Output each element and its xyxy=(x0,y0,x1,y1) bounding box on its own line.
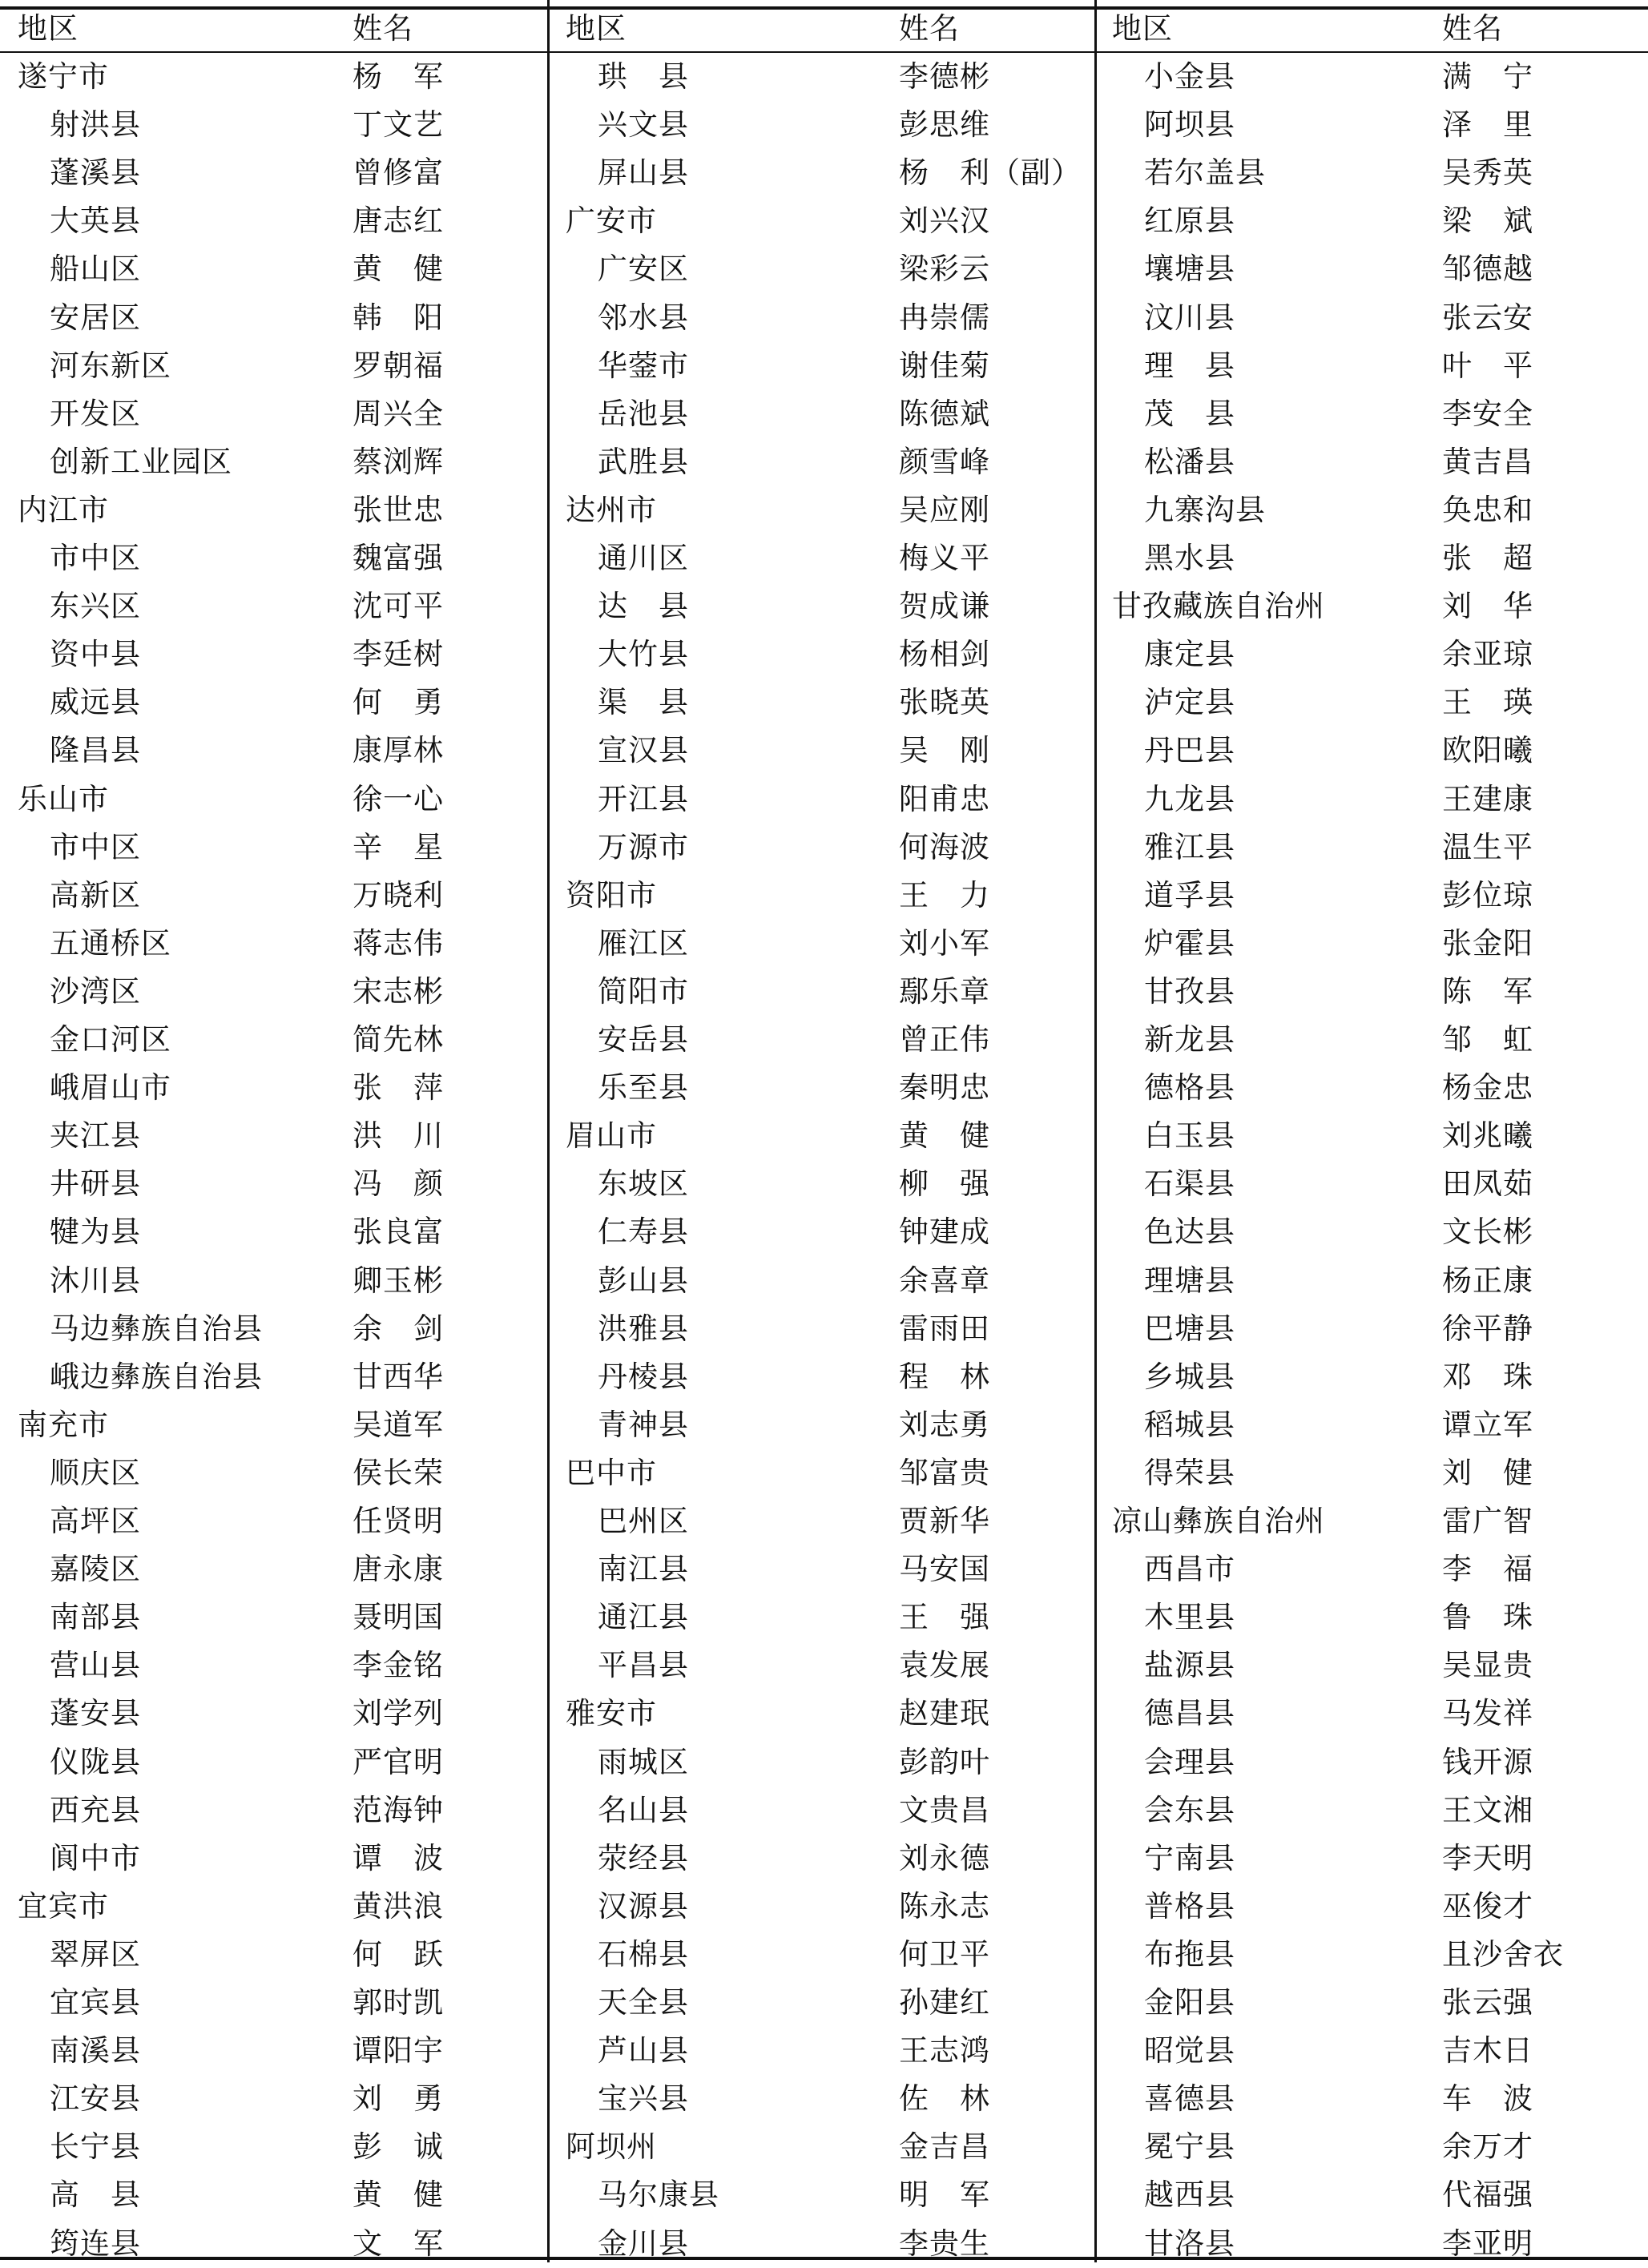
name-cell: 张云安 xyxy=(1442,300,1533,335)
name-cell: 王 强 xyxy=(899,1600,990,1634)
region-cell: 营山县 xyxy=(50,1648,141,1682)
region-cell: 稻城县 xyxy=(1144,1408,1235,1442)
region-cell: 南江县 xyxy=(598,1552,689,1586)
name-cell: 文长彬 xyxy=(1442,1215,1533,1249)
region-cell: 市中区 xyxy=(50,830,141,864)
region-cell: 得荣县 xyxy=(1144,1456,1235,1490)
name-cell: 泽 里 xyxy=(1442,107,1533,142)
name-cell: 刘小军 xyxy=(899,926,990,961)
name-cell: 钟建成 xyxy=(899,1215,990,1249)
name-cell: 何 勇 xyxy=(353,685,444,719)
name-cell: 邹富贵 xyxy=(899,1456,990,1490)
name-cell: 王 瑛 xyxy=(1442,685,1533,719)
region-cell: 南溪县 xyxy=(50,2033,141,2068)
region-cell: 开发区 xyxy=(50,397,141,431)
region-cell: 高 县 xyxy=(50,2177,141,2212)
name-cell: 何海波 xyxy=(899,830,990,864)
region-cell: 宜宾县 xyxy=(50,1985,141,2020)
name-cell: 冯 颜 xyxy=(353,1166,444,1201)
region-cell: 天全县 xyxy=(598,1985,689,2020)
region-cell: 名山县 xyxy=(598,1793,689,1827)
region-cell: 威远县 xyxy=(50,685,141,719)
name-cell: 郭时凯 xyxy=(353,1985,444,2020)
region-cell: 雨城区 xyxy=(598,1745,689,1779)
name-cell: 田凤茹 xyxy=(1442,1166,1533,1201)
name-cell: 邓 珠 xyxy=(1442,1360,1533,1394)
region-cell: 布拖县 xyxy=(1144,1937,1235,1972)
name-cell: 代福强 xyxy=(1442,2177,1533,2212)
region-cell: 达 县 xyxy=(598,589,689,623)
name-cell: 温生平 xyxy=(1442,830,1533,864)
name-cell: 徐平静 xyxy=(1442,1311,1533,1346)
region-cell: 屏山县 xyxy=(598,155,689,190)
name-cell: 侯长荣 xyxy=(353,1456,444,1490)
region-cell: 高新区 xyxy=(50,878,141,912)
region-cell: 汉源县 xyxy=(598,1889,689,1924)
name-cell: 张世忠 xyxy=(353,493,444,527)
name-cell: 唐志红 xyxy=(353,203,444,238)
region-cell: 五通桥区 xyxy=(50,926,171,961)
name-cell: 颜雪峰 xyxy=(899,445,990,479)
name-cell: 程 林 xyxy=(899,1360,990,1394)
name-cell: 谢佳菊 xyxy=(899,348,990,383)
region-cell: 石棉县 xyxy=(598,1937,689,1972)
name-cell: 严官明 xyxy=(353,1745,444,1779)
name-cell: 罗朝福 xyxy=(353,348,444,383)
name-cell: 秦明忠 xyxy=(899,1070,990,1105)
region-cell: 凉山彝族自治州 xyxy=(1112,1504,1325,1538)
region-cell: 南部县 xyxy=(50,1600,141,1634)
region-cell: 甘孜藏族自治州 xyxy=(1112,589,1325,623)
column-divider-1 xyxy=(547,0,550,2262)
name-cell: 佐 林 xyxy=(899,2081,990,2116)
region-cell: 船山区 xyxy=(50,252,141,286)
region-cell: 雅江县 xyxy=(1144,830,1235,864)
region-cell: 内江市 xyxy=(18,493,109,527)
region-cell: 白玉县 xyxy=(1144,1118,1235,1153)
region-cell: 若尔盖县 xyxy=(1144,155,1266,190)
region-cell: 乐至县 xyxy=(598,1070,689,1105)
region-cell: 顺庆区 xyxy=(50,1456,141,1490)
table-bottom-rule xyxy=(0,2257,1648,2260)
region-cell: 沐川县 xyxy=(50,1263,141,1298)
region-cell: 简阳市 xyxy=(598,974,689,1009)
name-cell: 韩 阳 xyxy=(353,300,444,335)
name-cell: 刘志勇 xyxy=(899,1408,990,1442)
region-cell: 广安区 xyxy=(598,252,689,286)
region-cell: 井研县 xyxy=(50,1166,141,1201)
region-cell: 盐源县 xyxy=(1144,1648,1235,1682)
header-region: 地区 xyxy=(18,11,79,46)
region-cell: 新龙县 xyxy=(1144,1022,1235,1057)
region-cell: 峨眉山市 xyxy=(50,1070,171,1105)
name-cell: 刘 勇 xyxy=(353,2081,444,2116)
region-cell: 筠连县 xyxy=(50,2226,141,2261)
region-cell: 德格县 xyxy=(1144,1070,1235,1105)
region-cell: 兴文县 xyxy=(598,107,689,142)
name-cell: 刘永德 xyxy=(899,1841,990,1875)
name-cell: 钱开源 xyxy=(1442,1745,1533,1779)
region-cell: 彭山县 xyxy=(598,1263,689,1298)
region-cell: 德昌县 xyxy=(1144,1696,1235,1730)
region-cell: 丹巴县 xyxy=(1144,733,1235,767)
region-cell: 理 县 xyxy=(1144,348,1235,383)
region-cell: 万源市 xyxy=(598,830,689,864)
region-cell: 武胜县 xyxy=(598,445,689,479)
name-cell: 张良富 xyxy=(353,1215,444,1249)
name-cell: 李安全 xyxy=(1442,397,1533,431)
name-cell: 刘 健 xyxy=(1442,1456,1533,1490)
region-cell: 洪雅县 xyxy=(598,1311,689,1346)
region-cell: 河东新区 xyxy=(50,348,171,383)
region-cell: 广安市 xyxy=(566,203,657,238)
region-cell: 平昌县 xyxy=(598,1648,689,1682)
name-cell: 刘兴汉 xyxy=(899,203,990,238)
name-cell: 吴 刚 xyxy=(899,733,990,767)
name-cell: 甘西华 xyxy=(353,1360,444,1394)
region-cell: 巴州区 xyxy=(598,1504,689,1538)
region-cell: 芦山县 xyxy=(598,2033,689,2068)
region-cell: 渠 县 xyxy=(598,685,689,719)
name-cell: 杨正康 xyxy=(1442,1263,1533,1298)
name-cell: 宋志彬 xyxy=(353,974,444,1009)
name-cell: 王志鸿 xyxy=(899,2033,990,2068)
name-cell: 张晓英 xyxy=(899,685,990,719)
name-cell: 周兴全 xyxy=(353,397,444,431)
name-cell: 吴秀英 xyxy=(1442,155,1533,190)
region-cell: 通江县 xyxy=(598,1600,689,1634)
header-region: 地区 xyxy=(566,11,627,46)
region-cell: 眉山市 xyxy=(566,1118,657,1153)
region-cell: 江安县 xyxy=(50,2081,141,2116)
name-cell: 贺成谦 xyxy=(899,589,990,623)
name-cell: 吴道军 xyxy=(353,1408,444,1442)
region-cell: 西昌市 xyxy=(1144,1552,1235,1586)
name-cell: 金吉昌 xyxy=(899,2129,990,2164)
region-cell: 宁南县 xyxy=(1144,1841,1235,1875)
header-name: 姓名 xyxy=(353,11,413,46)
name-cell: 陈 军 xyxy=(1442,974,1533,1009)
name-cell: 冉崇儒 xyxy=(899,300,990,335)
region-cell: 犍为县 xyxy=(50,1215,141,1249)
region-cell: 甘孜县 xyxy=(1144,974,1235,1009)
region-cell: 甘洛县 xyxy=(1144,2226,1235,2261)
name-cell: 余万才 xyxy=(1442,2129,1533,2164)
name-cell: 李天明 xyxy=(1442,1841,1533,1875)
region-cell: 会东县 xyxy=(1144,1793,1235,1827)
region-cell: 乡城县 xyxy=(1144,1360,1235,1394)
region-cell: 青神县 xyxy=(598,1408,689,1442)
name-cell: 吴应刚 xyxy=(899,493,990,527)
name-cell: 黄洪浪 xyxy=(353,1889,444,1924)
name-cell: 李亚明 xyxy=(1442,2226,1533,2261)
region-cell: 色达县 xyxy=(1144,1215,1235,1249)
name-cell: 余亚琼 xyxy=(1442,637,1533,671)
region-cell: 夹江县 xyxy=(50,1118,141,1153)
region-cell: 阿坝县 xyxy=(1144,107,1235,142)
name-cell: 彭韵叶 xyxy=(899,1745,990,1779)
name-cell: 杨相剑 xyxy=(899,637,990,671)
region-cell: 隆昌县 xyxy=(50,733,141,767)
name-cell: 赵建珉 xyxy=(899,1696,990,1730)
name-cell: 梁彩云 xyxy=(899,252,990,286)
name-cell: 鄢乐章 xyxy=(899,974,990,1009)
region-cell: 岳池县 xyxy=(598,397,689,431)
region-cell: 金川县 xyxy=(598,2226,689,2261)
name-cell: 满 宁 xyxy=(1442,59,1533,94)
region-cell: 金阳县 xyxy=(1144,1985,1235,2020)
name-cell: 张 超 xyxy=(1442,541,1533,575)
region-cell: 壤塘县 xyxy=(1144,252,1235,286)
region-cell: 巴塘县 xyxy=(1144,1311,1235,1346)
region-cell: 越西县 xyxy=(1144,2177,1235,2212)
table-top-rule xyxy=(0,6,1648,10)
region-cell: 阿坝州 xyxy=(566,2129,657,2164)
name-cell: 吉木日 xyxy=(1442,2033,1533,2068)
name-cell: 聂明国 xyxy=(353,1600,444,1634)
name-cell: 李贵生 xyxy=(899,2226,990,2261)
name-cell: 余 剑 xyxy=(353,1311,444,1346)
region-cell: 资中县 xyxy=(50,637,141,671)
name-cell: 彭位琼 xyxy=(1442,878,1533,912)
name-cell: 欧阳曦 xyxy=(1442,733,1533,767)
region-cell: 九龙县 xyxy=(1144,782,1235,816)
name-cell: 曾修富 xyxy=(353,155,444,190)
region-cell: 南充市 xyxy=(18,1408,109,1442)
name-cell: 雷广智 xyxy=(1442,1504,1533,1538)
name-cell: 张云强 xyxy=(1442,1985,1533,2020)
name-cell: 马发祥 xyxy=(1442,1696,1533,1730)
name-cell: 吴显贵 xyxy=(1442,1648,1533,1682)
region-cell: 嘉陵区 xyxy=(50,1552,141,1586)
region-cell: 康定县 xyxy=(1144,637,1235,671)
region-cell: 宝兴县 xyxy=(598,2081,689,2116)
name-cell: 张金阳 xyxy=(1442,926,1533,961)
region-cell: 达州市 xyxy=(566,493,657,527)
region-cell: 东坡区 xyxy=(598,1166,689,1201)
name-cell: 黄 健 xyxy=(353,252,444,286)
region-cell: 小金县 xyxy=(1144,59,1235,94)
region-cell: 仁寿县 xyxy=(598,1215,689,1249)
region-cell: 翠屏区 xyxy=(50,1937,141,1972)
name-cell: 雷雨田 xyxy=(899,1311,990,1346)
region-cell: 安居区 xyxy=(50,300,141,335)
name-cell: 奂忠和 xyxy=(1442,493,1533,527)
region-cell: 九寨沟县 xyxy=(1144,493,1266,527)
region-cell: 普格县 xyxy=(1144,1889,1235,1924)
name-cell: 李廷树 xyxy=(353,637,444,671)
name-cell: 黄吉昌 xyxy=(1442,445,1533,479)
region-cell: 开江县 xyxy=(598,782,689,816)
region-cell: 马边彝族自治县 xyxy=(50,1311,263,1346)
region-cell: 金口河区 xyxy=(50,1022,171,1057)
region-cell: 松潘县 xyxy=(1144,445,1235,479)
region-cell: 仪陇县 xyxy=(50,1745,141,1779)
name-cell: 阳甫忠 xyxy=(899,782,990,816)
region-cell: 会理县 xyxy=(1144,1745,1235,1779)
region-cell: 道孚县 xyxy=(1144,878,1235,912)
name-cell: 刘 华 xyxy=(1442,589,1533,623)
region-cell: 黑水县 xyxy=(1144,541,1235,575)
region-cell: 冕宁县 xyxy=(1144,2129,1235,2164)
name-cell: 丁文艺 xyxy=(353,107,444,142)
header-name: 姓名 xyxy=(899,11,960,46)
name-cell: 文 军 xyxy=(353,2226,444,2261)
name-cell: 且沙舍衣 xyxy=(1442,1937,1564,1972)
name-cell: 叶 平 xyxy=(1442,348,1533,383)
name-cell: 文贵昌 xyxy=(899,1793,990,1827)
name-cell: 邹德越 xyxy=(1442,252,1533,286)
region-cell: 蓬溪县 xyxy=(50,155,141,190)
region-cell: 华蓥市 xyxy=(598,348,689,383)
region-cell: 茂 县 xyxy=(1144,397,1235,431)
name-cell: 王 力 xyxy=(899,878,990,912)
name-cell: 贾新华 xyxy=(899,1504,990,1538)
name-cell: 任贤明 xyxy=(353,1504,444,1538)
region-cell: 乐山市 xyxy=(18,782,109,816)
header-region: 地区 xyxy=(1112,11,1173,46)
region-cell: 大英县 xyxy=(50,203,141,238)
region-cell: 红原县 xyxy=(1144,203,1235,238)
region-cell: 蓬安县 xyxy=(50,1696,141,1730)
region-cell: 创新工业园区 xyxy=(50,445,232,479)
name-cell: 梁 斌 xyxy=(1442,203,1533,238)
name-cell: 刘兆曦 xyxy=(1442,1118,1533,1153)
name-cell: 谭阳宇 xyxy=(353,2033,444,2068)
name-cell: 车 波 xyxy=(1442,2081,1533,2116)
name-cell: 陈德斌 xyxy=(899,397,990,431)
name-cell: 徐一心 xyxy=(353,782,444,816)
name-cell: 万晓利 xyxy=(353,878,444,912)
name-cell: 彭 诚 xyxy=(353,2129,444,2164)
header-name: 姓名 xyxy=(1442,11,1503,46)
region-cell: 大竹县 xyxy=(598,637,689,671)
name-cell: 简先林 xyxy=(353,1022,444,1057)
region-cell: 长宁县 xyxy=(50,2129,141,2164)
region-cell: 昭觉县 xyxy=(1144,2033,1235,2068)
header-rule xyxy=(0,51,1648,53)
region-cell: 宜宾市 xyxy=(18,1889,109,1924)
name-cell: 杨 军 xyxy=(353,59,444,94)
name-cell: 沈可平 xyxy=(353,589,444,623)
region-cell: 通川区 xyxy=(598,541,689,575)
region-cell: 安岳县 xyxy=(598,1022,689,1057)
name-cell: 唐永康 xyxy=(353,1552,444,1586)
region-cell: 巴中市 xyxy=(566,1456,657,1490)
name-cell: 明 军 xyxy=(899,2177,990,2212)
name-cell: 蔡浏辉 xyxy=(353,445,444,479)
region-cell: 石渠县 xyxy=(1144,1166,1235,1201)
name-cell: 李德彬 xyxy=(899,59,990,94)
name-cell: 洪 川 xyxy=(353,1118,444,1153)
region-cell: 东兴区 xyxy=(50,589,141,623)
name-cell: 袁发展 xyxy=(899,1648,990,1682)
region-cell: 汶川县 xyxy=(1144,300,1235,335)
region-cell: 炉霍县 xyxy=(1144,926,1235,961)
name-cell: 魏富强 xyxy=(353,541,444,575)
name-cell: 蒋志伟 xyxy=(353,926,444,961)
name-cell: 何 跃 xyxy=(353,1937,444,1972)
region-cell: 市中区 xyxy=(50,541,141,575)
name-cell: 何卫平 xyxy=(899,1937,990,1972)
name-cell: 鲁 珠 xyxy=(1442,1600,1533,1634)
name-cell: 康厚林 xyxy=(353,733,444,767)
name-cell: 巫俊才 xyxy=(1442,1889,1533,1924)
name-cell: 谭 波 xyxy=(353,1841,444,1875)
name-cell: 谭立军 xyxy=(1442,1408,1533,1442)
name-cell: 范海钟 xyxy=(353,1793,444,1827)
region-cell: 喜德县 xyxy=(1144,2081,1235,2116)
region-cell: 射洪县 xyxy=(50,107,141,142)
name-cell: 柳 强 xyxy=(899,1166,990,1201)
name-cell: 孙建红 xyxy=(899,1985,990,2020)
region-cell: 峨边彝族自治县 xyxy=(50,1360,263,1394)
name-cell: 李 福 xyxy=(1442,1552,1533,1586)
name-cell: 刘学列 xyxy=(353,1696,444,1730)
name-cell: 邹 虹 xyxy=(1442,1022,1533,1057)
region-cell: 邻水县 xyxy=(598,300,689,335)
region-cell: 西充县 xyxy=(50,1793,141,1827)
region-cell: 沙湾区 xyxy=(50,974,141,1009)
name-cell: 王文湘 xyxy=(1442,1793,1533,1827)
region-cell: 资阳市 xyxy=(566,878,657,912)
name-cell: 曾正伟 xyxy=(899,1022,990,1057)
region-cell: 理塘县 xyxy=(1144,1263,1235,1298)
name-cell: 杨金忠 xyxy=(1442,1070,1533,1105)
name-cell: 杨 利（副） xyxy=(899,155,1082,190)
region-cell: 木里县 xyxy=(1144,1600,1235,1634)
name-cell: 陈永志 xyxy=(899,1889,990,1924)
region-cell: 宣汉县 xyxy=(598,733,689,767)
region-cell: 丹棱县 xyxy=(598,1360,689,1394)
name-cell: 辛 星 xyxy=(353,830,444,864)
region-cell: 荥经县 xyxy=(598,1841,689,1875)
region-cell: 马尔康县 xyxy=(598,2177,719,2212)
region-cell: 阆中市 xyxy=(50,1841,141,1875)
name-cell: 马安国 xyxy=(899,1552,990,1586)
name-cell: 黄 健 xyxy=(899,1118,990,1153)
name-cell: 黄 健 xyxy=(353,2177,444,2212)
name-cell: 彭思维 xyxy=(899,107,990,142)
name-cell: 梅义平 xyxy=(899,541,990,575)
name-cell: 卿玉彬 xyxy=(353,1263,444,1298)
name-cell: 张 萍 xyxy=(353,1070,444,1105)
region-cell: 高坪区 xyxy=(50,1504,141,1538)
name-cell: 李金铭 xyxy=(353,1648,444,1682)
region-cell: 珙 县 xyxy=(598,59,689,94)
region-cell: 雅安市 xyxy=(566,1696,657,1730)
region-cell: 雁江区 xyxy=(598,926,689,961)
region-cell: 遂宁市 xyxy=(18,59,109,94)
name-cell: 王建康 xyxy=(1442,782,1533,816)
column-divider-2 xyxy=(1094,0,1097,2262)
region-cell: 泸定县 xyxy=(1144,685,1235,719)
name-cell: 余喜章 xyxy=(899,1263,990,1298)
